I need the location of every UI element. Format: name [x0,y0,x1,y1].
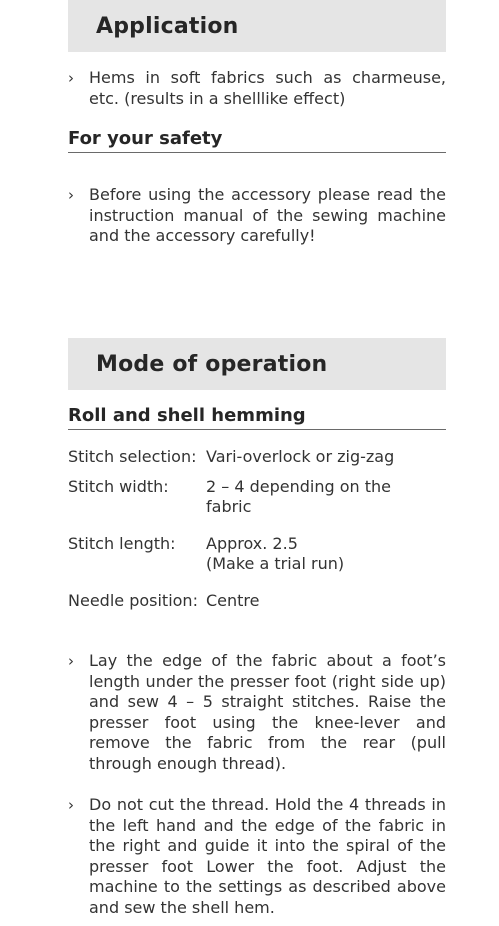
safety-heading: For your safety [68,128,446,153]
mode-banner [68,338,446,390]
bullet-icon: › [68,186,74,204]
safety-bullet [68,185,446,247]
spec-value: Vari-overlock or zig-zag [206,447,395,466]
spec-label: Stitch length: [68,533,176,553]
spec-row-stitch-width [68,477,446,518]
bullet-icon: › [68,69,74,87]
bullet-icon: › [68,652,74,670]
spec-label: Stitch width: [68,476,169,496]
roll-heading: Roll and shell hemming [68,405,446,430]
application-title: Application [96,13,239,39]
step-bullet [68,795,446,918]
step-text: Lay the edge of the fabric about a foot’s length under the presser foot (right side up) and sew 4 – 5 straight stitches. Raise the presser foot using the knee-lever and remove the fabric from the rear (pull through enough thread). [89,651,446,773]
spec-row-stitch-selection [68,447,446,468]
spec-row-stitch-length [68,534,446,575]
safety-bullet-text: Before using the accessory please read the instruction manual of the sewing machine and the accessory carefully! [89,185,446,245]
spec-row-needle-position [68,591,446,612]
spec-label: Stitch selection: [68,447,197,466]
mode-title: Mode of operation [96,351,328,377]
application-bullet-text: Hems in soft fabrics such as charmeuse, etc. (results in a shelllike effect) [89,68,446,108]
spec-value: 2 – 4 depending on the fabric [206,476,392,516]
spec-label: Needle position: [68,590,198,610]
spec-value: Approx. 2.5 (Make a trial run) [206,533,345,573]
step-text: Do not cut the thread. Hold the 4 threads in the left hand and the edge of the fabric in the right and guide it into the spiral of the presser foot Lower the foot. Adjust the machine to the settings as described above and sew the shell hem. [89,795,446,917]
bullet-icon: › [68,796,74,814]
step-bullet [68,651,446,774]
spec-table [68,447,446,611]
spec-value: Centre [206,590,260,610]
application-bullet [68,68,446,109]
application-banner [68,0,446,52]
